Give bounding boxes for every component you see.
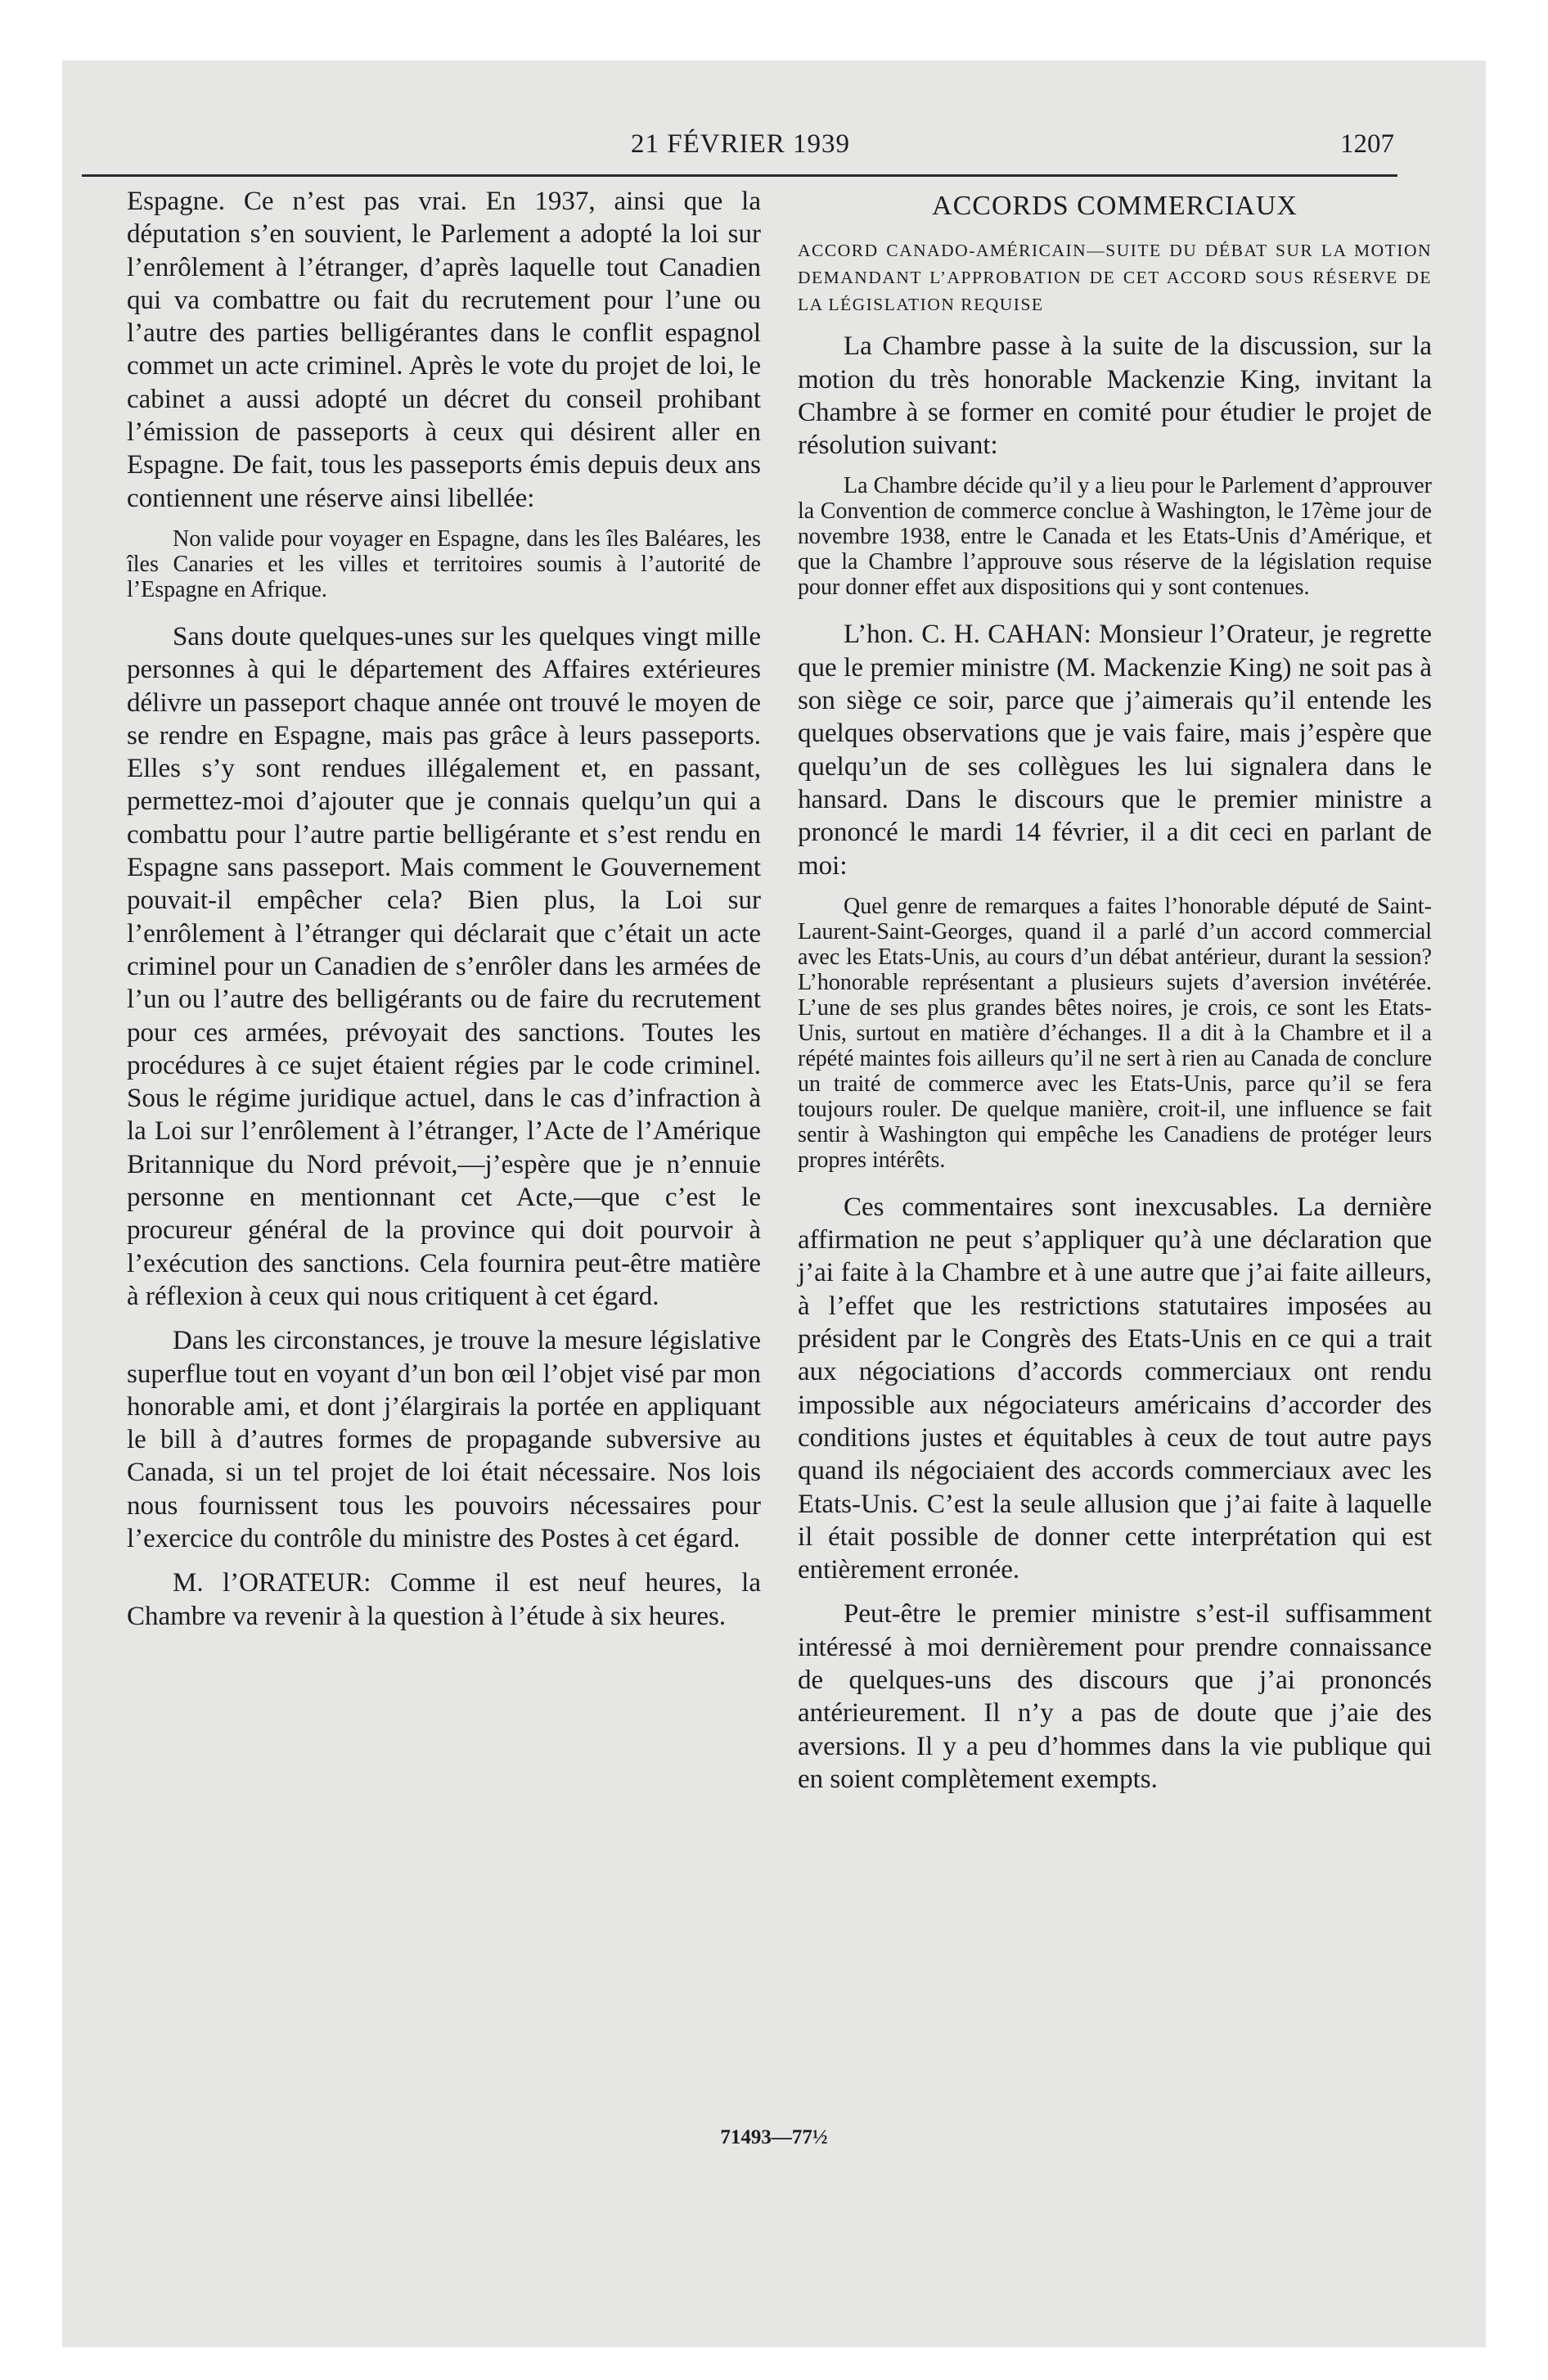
section-subheading: ACCORD CANADO-AMÉRICAIN—SUITE DU DÉBAT SUR LA MOTION DEMANDANT L’APPROBATION DE CET ACCORD SOUS RÉSERVE DE LA LÉGISLATION REQUISE (798, 241, 1432, 315)
page-header (82, 129, 1399, 170)
right-paragraph-3: Ces commentaires sont inexcusables. La dernière affirmation ne peut s’appliquer qu’à une déclaration que j’ai faite à la Chambre et à une autre que j’ai faite ailleurs, à l’effet que les restrictions statutaires imposées au président par le Congrès des Etats-Unis en ce qui a trait aux négociations d’accords commerciaux ont rendu impossible aux négociateurs américains d’accorder des conditions justes et équitables à ceux de tout autre pays quand ils négociaient des accords commerciaux avec les Etats-Unis. C’est la seule allusion que j’ai faite à laquelle il était possible de donner cette interprétation qui est entièrement erronée. (798, 1192, 1432, 1585)
left-paragraph-4: M. l’ORATEUR: Comme il est neuf heures, la Chambre va revenir à la question à l’étude à six heures. (127, 1568, 761, 1631)
left-paragraph-1: Espagne. Ce n’est pas vrai. En 1937, ainsi que la députation s’en souvient, le Parlement a adopté la loi sur l’enrôlement à l’étranger, d’après laquelle tout Canadien qui va combattre ou fait du recrutement pour l’une ou l’autre des parties belligérantes dans le conflit espagnol commet un acte criminel. Après le vote du projet de loi, le cabinet a aussi adopté un décret du conseil prohibant l’émission de passeports à ceux qui désirent aller en Espagne. De fait, tous les passeports émis depuis deux ans contiennent une réserve ainsi libellée: (127, 187, 761, 513)
right-quote-king: Quel genre de remarques a faites l’honorable député de Saint-Laurent-Saint-Georges, quand il a parlé d’un accord commercial avec les Etats-Unis, au cours d’un débat antérieur, durant la session? L’honorable représentant a plusieurs sujets d’aversion invétérée. L’une de ses plus grandes bêtes noires, je crois, ce sont les Etats-Unis, surtout en matière d’échanges. Il a dit à la Chambre et il a répété maintes fois ailleurs qu’il ne sert à rien au Canada de conclure un traité de commerce avec les Etats-Unis, parce qu’il se fera toujours rouler. De quelque manière, croit-il, une influence se fait sentir à Washington qui empêche les Canadiens de protéger leurs propres intérêts. (798, 893, 1432, 1173)
footer-signature: 71493—77½ (720, 2126, 828, 2148)
left-quote-passport: Non valide pour voyager en Espagne, dans les îles Baléares, les îles Canaries et les villes et territoires soumis à l’autorité de l’Espagne en Afrique. (127, 525, 761, 602)
left-column (127, 185, 761, 1644)
right-paragraph-1: La Chambre passe à la suite de la discussion, sur la motion du très honorable Mackenzie King, invitant la Chambre à se former en comité pour étudier le projet de résolution suivant: (798, 331, 1432, 461)
section-title: ACCORDS COMMERCIAUX (932, 191, 1298, 221)
right-paragraph-4: Peut-être le premier ministre s’est-il suffisamment intéressé à moi dernièrement pour prendre connaissance de quelques-uns des discours que j’ai prononcés antérieurement. Il n’y a pas de doute que j’aie des aversions. Il y a peu d’hommes dans la vie publique qui en soient complètement exempts. (798, 1599, 1432, 1794)
header-rule (82, 174, 1397, 177)
right-paragraph-2: L’hon. C. H. CAHAN: Monsieur l’Orateur, je regrette que le premier ministre (M. Mackenzie King) ne soit pas à son siège ce soir, parce que j’aimerais qu’il entende les quelques observations que je vais faire, mais j’espère que quelqu’un de ses collègues les lui signalera dans le hansard. Dans le discours que le premier ministre a prononcé le mardi 14 février, il a dit ceci en parlant de moi: (798, 620, 1432, 881)
left-paragraph-3: Dans les circonstances, je trouve la mesure législative superflue tout en voyant d’un bon œil l’objet visé par mon honorable ami, et dont j’élargirais la portée en appliquant le bill à d’autres formes de propagande subversive au Canada, si un tel projet de loi était nécessaire. Nos lois nous fournissent tous les pouvoirs nécessaires pour l’exercice du contrôle du ministre des Postes à cet égard. (127, 1326, 761, 1553)
left-paragraph-2: Sans doute quelques-unes sur les quelques vingt mille personnes à qui le département des Affaires extérieures délivre un passeport chaque année ont trouvé le moyen de se rendre en Espagne, mais pas grâce à leurs passeports. Elles s’y sont rendues illégalement et, en passant, permettez-moi d’ajouter que je connais quelqu’un qui a combattu pour l’autre partie belligérante et s’est rendu en Espagne sans passeport. Mais comment le Gouvernement pouvait-il empêcher cela? Bien plus, la Loi sur l’enrôlement à l’étranger qui déclarait que c’était un acte criminel pour un Canadien de s’enrôler dans les armées de l’un ou l’autre des belligérants ou de faire du recrutement pour ces armées, prévoyait des sanctions. Toutes les procédures à ce sujet étaient régies par le code criminel. Sous le régime juridique actuel, dans le cas d’infraction à la Loi sur l’enrôlement à l’étranger, l’Acte de l’Amérique Britannique du Nord prévoit,—j’espère que je n’ennuie personne en mentionnant cet Acte,—que c’est le procureur général de la province qui doit pourvoir à l’exécution des sanctions. Cela fournira peut-être matière à réflexion à ceux qui nous critiquent à cet égard. (127, 621, 761, 1311)
right-column (798, 185, 1432, 1807)
right-quote-resolution: La Chambre décide qu’il y a lieu pour le Parlement d’approuver la Convention de commerce conclue à Washington, le 17ème jour de novembre 1938, entre le Canada et les Etats-Unis d’Amérique, et que la Chambre l’approuve sous réserve de la législation requise pour donner effet aux dispositions qui y sont contenues. (798, 473, 1432, 601)
header-date: 21 FÉVRIER 1939 (630, 129, 850, 159)
page-number: 1207 (1340, 129, 1394, 159)
